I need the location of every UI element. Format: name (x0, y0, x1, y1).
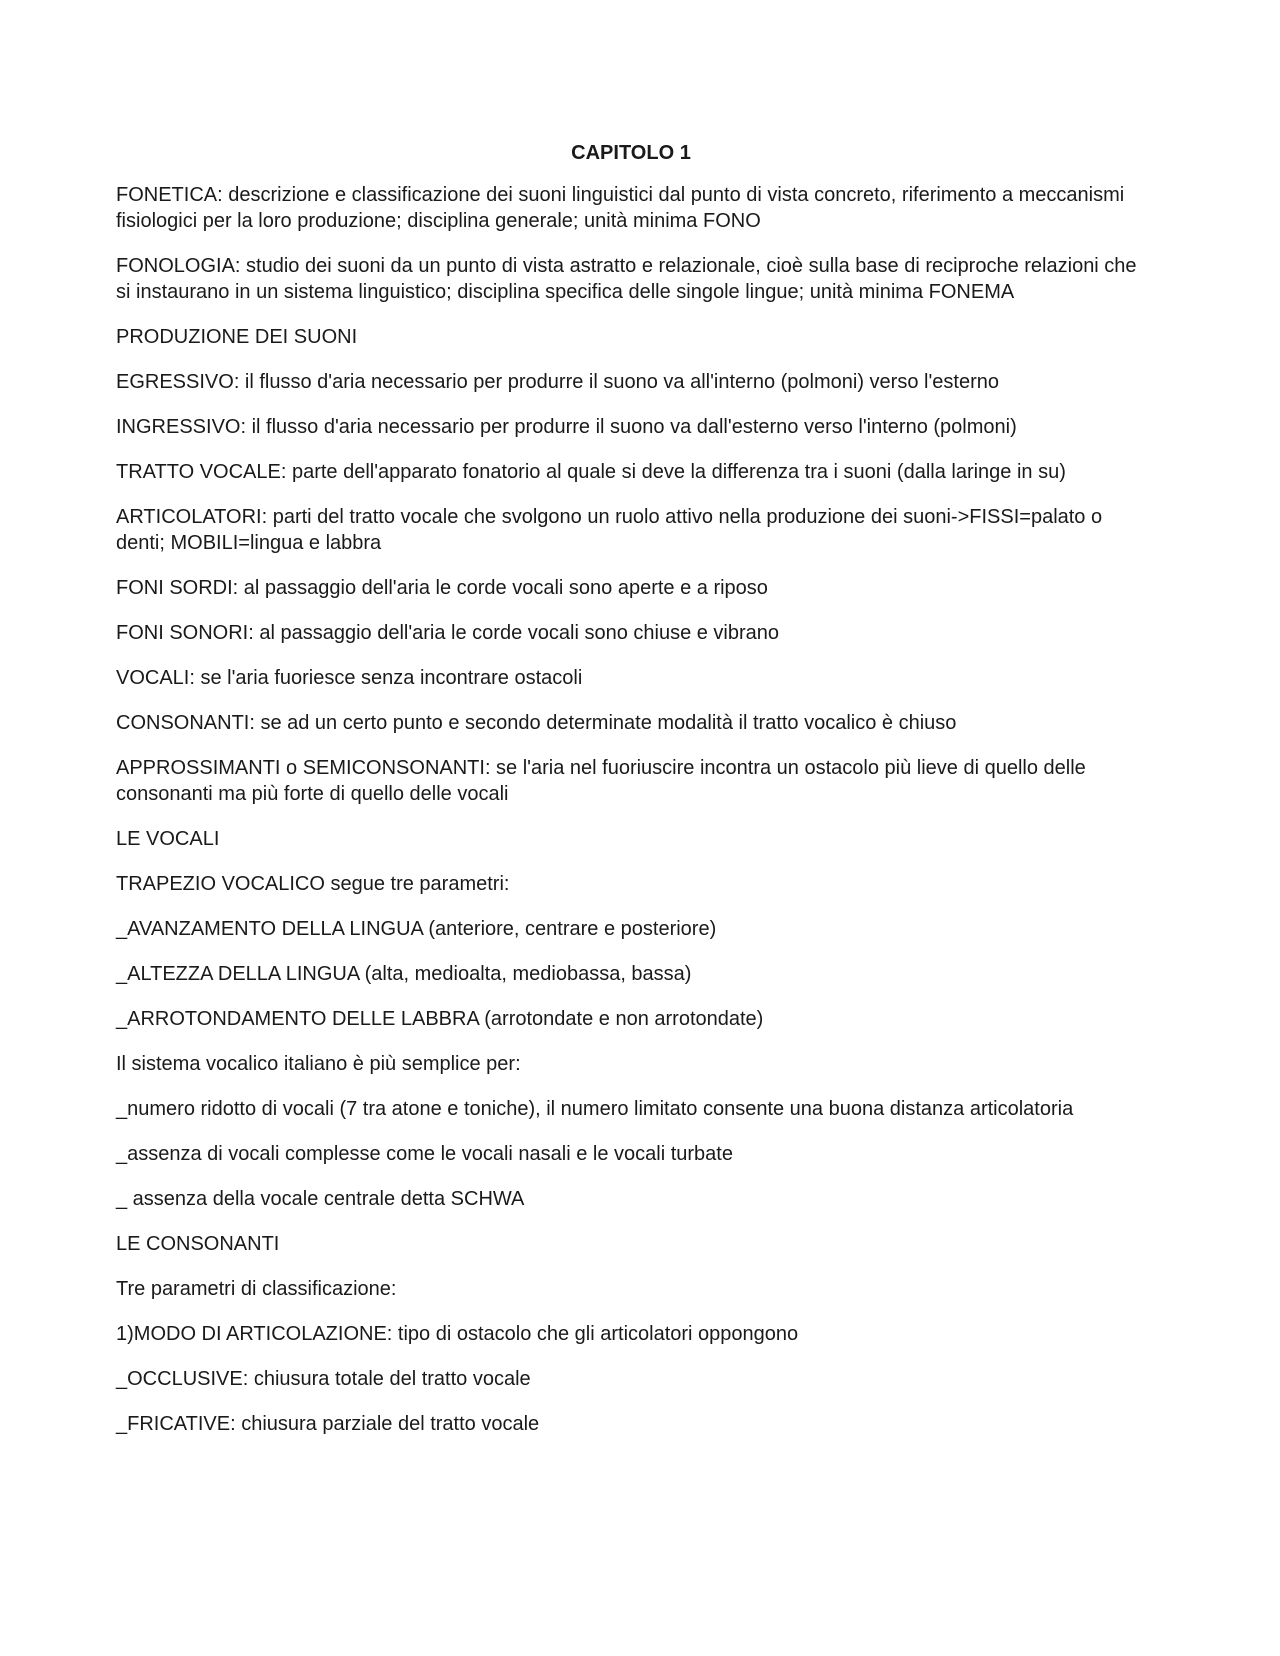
list-item-avanzamento: _AVANZAMENTO DELLA LINGUA (anteriore, centrare e posteriore) (116, 918, 717, 940)
paragraph-egressivo: EGRESSIVO: il flusso d'aria necessario per produrre il suono va all'interno (polmoni) verso l'esterno (116, 371, 999, 393)
heading-produzione-dei-suoni: PRODUZIONE DEI SUONI (116, 326, 358, 348)
heading-le-consonanti: LE CONSONANTI (116, 1233, 280, 1255)
list-item-numero-ridotto: _numero ridotto di vocali (7 tra atone e toniche), il numero limitato consente una buona distanza articolatoria (116, 1098, 1074, 1120)
paragraph-consonanti: CONSONANTI: se ad un certo punto e secondo determinate modalità il tratto vocalico è chiuso (116, 712, 957, 734)
paragraph-tratto-vocale: TRATTO VOCALE: parte dell'apparato fonatorio al quale si deve la differenza tra i suoni (dalla laringe in su) (116, 461, 1066, 483)
paragraph-sistema-vocalico: Il sistema vocalico italiano è più semplice per: (116, 1053, 521, 1075)
list-item-modo-articolazione: 1)MODO DI ARTICOLAZIONE: tipo di ostacolo che gli articolatori oppongono (116, 1323, 799, 1345)
paragraph-fonologia: FONOLOGIA: studio dei suoni da un punto di vista astratto e relazionale, cioè sulla base di reciproche relazioni che si instaurano in un sistema linguistico; disciplina specifica delle singole lingue; unità minima FONEMA (116, 255, 1137, 303)
list-item-occlusive: _OCCLUSIVE: chiusura totale del tratto vocale (116, 1368, 531, 1390)
paragraph-vocali: VOCALI: se l'aria fuoriesce senza incontrare ostacoli (116, 667, 583, 689)
paragraph-tre-parametri: Tre parametri di classificazione: (116, 1278, 397, 1300)
paragraph-articolatori: ARTICOLATORI: parti del tratto vocale che svolgono un ruolo attivo nella produzione dei suoni->FISSI=palato o denti; MOBILI=lingua e labbra (116, 506, 1103, 554)
list-item-arrotondamento: _ARROTONDAMENTO DELLE LABBRA (arrotondate e non arrotondate) (116, 1008, 764, 1030)
list-item-assenza-complesse: _assenza di vocali complesse come le vocali nasali e le vocali turbate (116, 1143, 733, 1165)
paragraph-approssimanti: APPROSSIMANTI o SEMICONSONANTI: se l'aria nel fuoriuscire incontra un ostacolo più lieve di quello delle consonanti ma più forte di quello delle vocali (116, 757, 1086, 805)
list-item-altezza: _ALTEZZA DELLA LINGUA (alta, medioalta, mediobassa, bassa) (116, 963, 692, 985)
paragraph-trapezio-vocalico: TRAPEZIO VOCALICO segue tre parametri: (116, 873, 510, 895)
list-item-assenza-schwa: _ assenza della vocale centrale detta SCHWA (116, 1188, 525, 1210)
heading-le-vocali: LE VOCALI (116, 828, 220, 850)
document-title: CAPITOLO 1 (571, 142, 691, 164)
paragraph-fonetica: FONETICA: descrizione e classificazione dei suoni linguistici dal punto di vista concreto, riferimento a meccanismi fisiologici per la loro produzione; disciplina generale; unità minima FONO (116, 184, 1125, 232)
paragraph-foni-sordi: FONI SORDI: al passaggio dell'aria le corde vocali sono aperte e a riposo (116, 577, 768, 599)
list-item-fricative: _FRICATIVE: chiusura parziale del tratto vocale (116, 1413, 540, 1435)
paragraph-ingressivo: INGRESSIVO: il flusso d'aria necessario per produrre il suono va dall'esterno verso l'interno (polmoni) (116, 416, 1017, 438)
paragraph-foni-sonori: FONI SONORI: al passaggio dell'aria le corde vocali sono chiuse e vibrano (116, 622, 780, 644)
document-page (116, 140, 1146, 1456)
